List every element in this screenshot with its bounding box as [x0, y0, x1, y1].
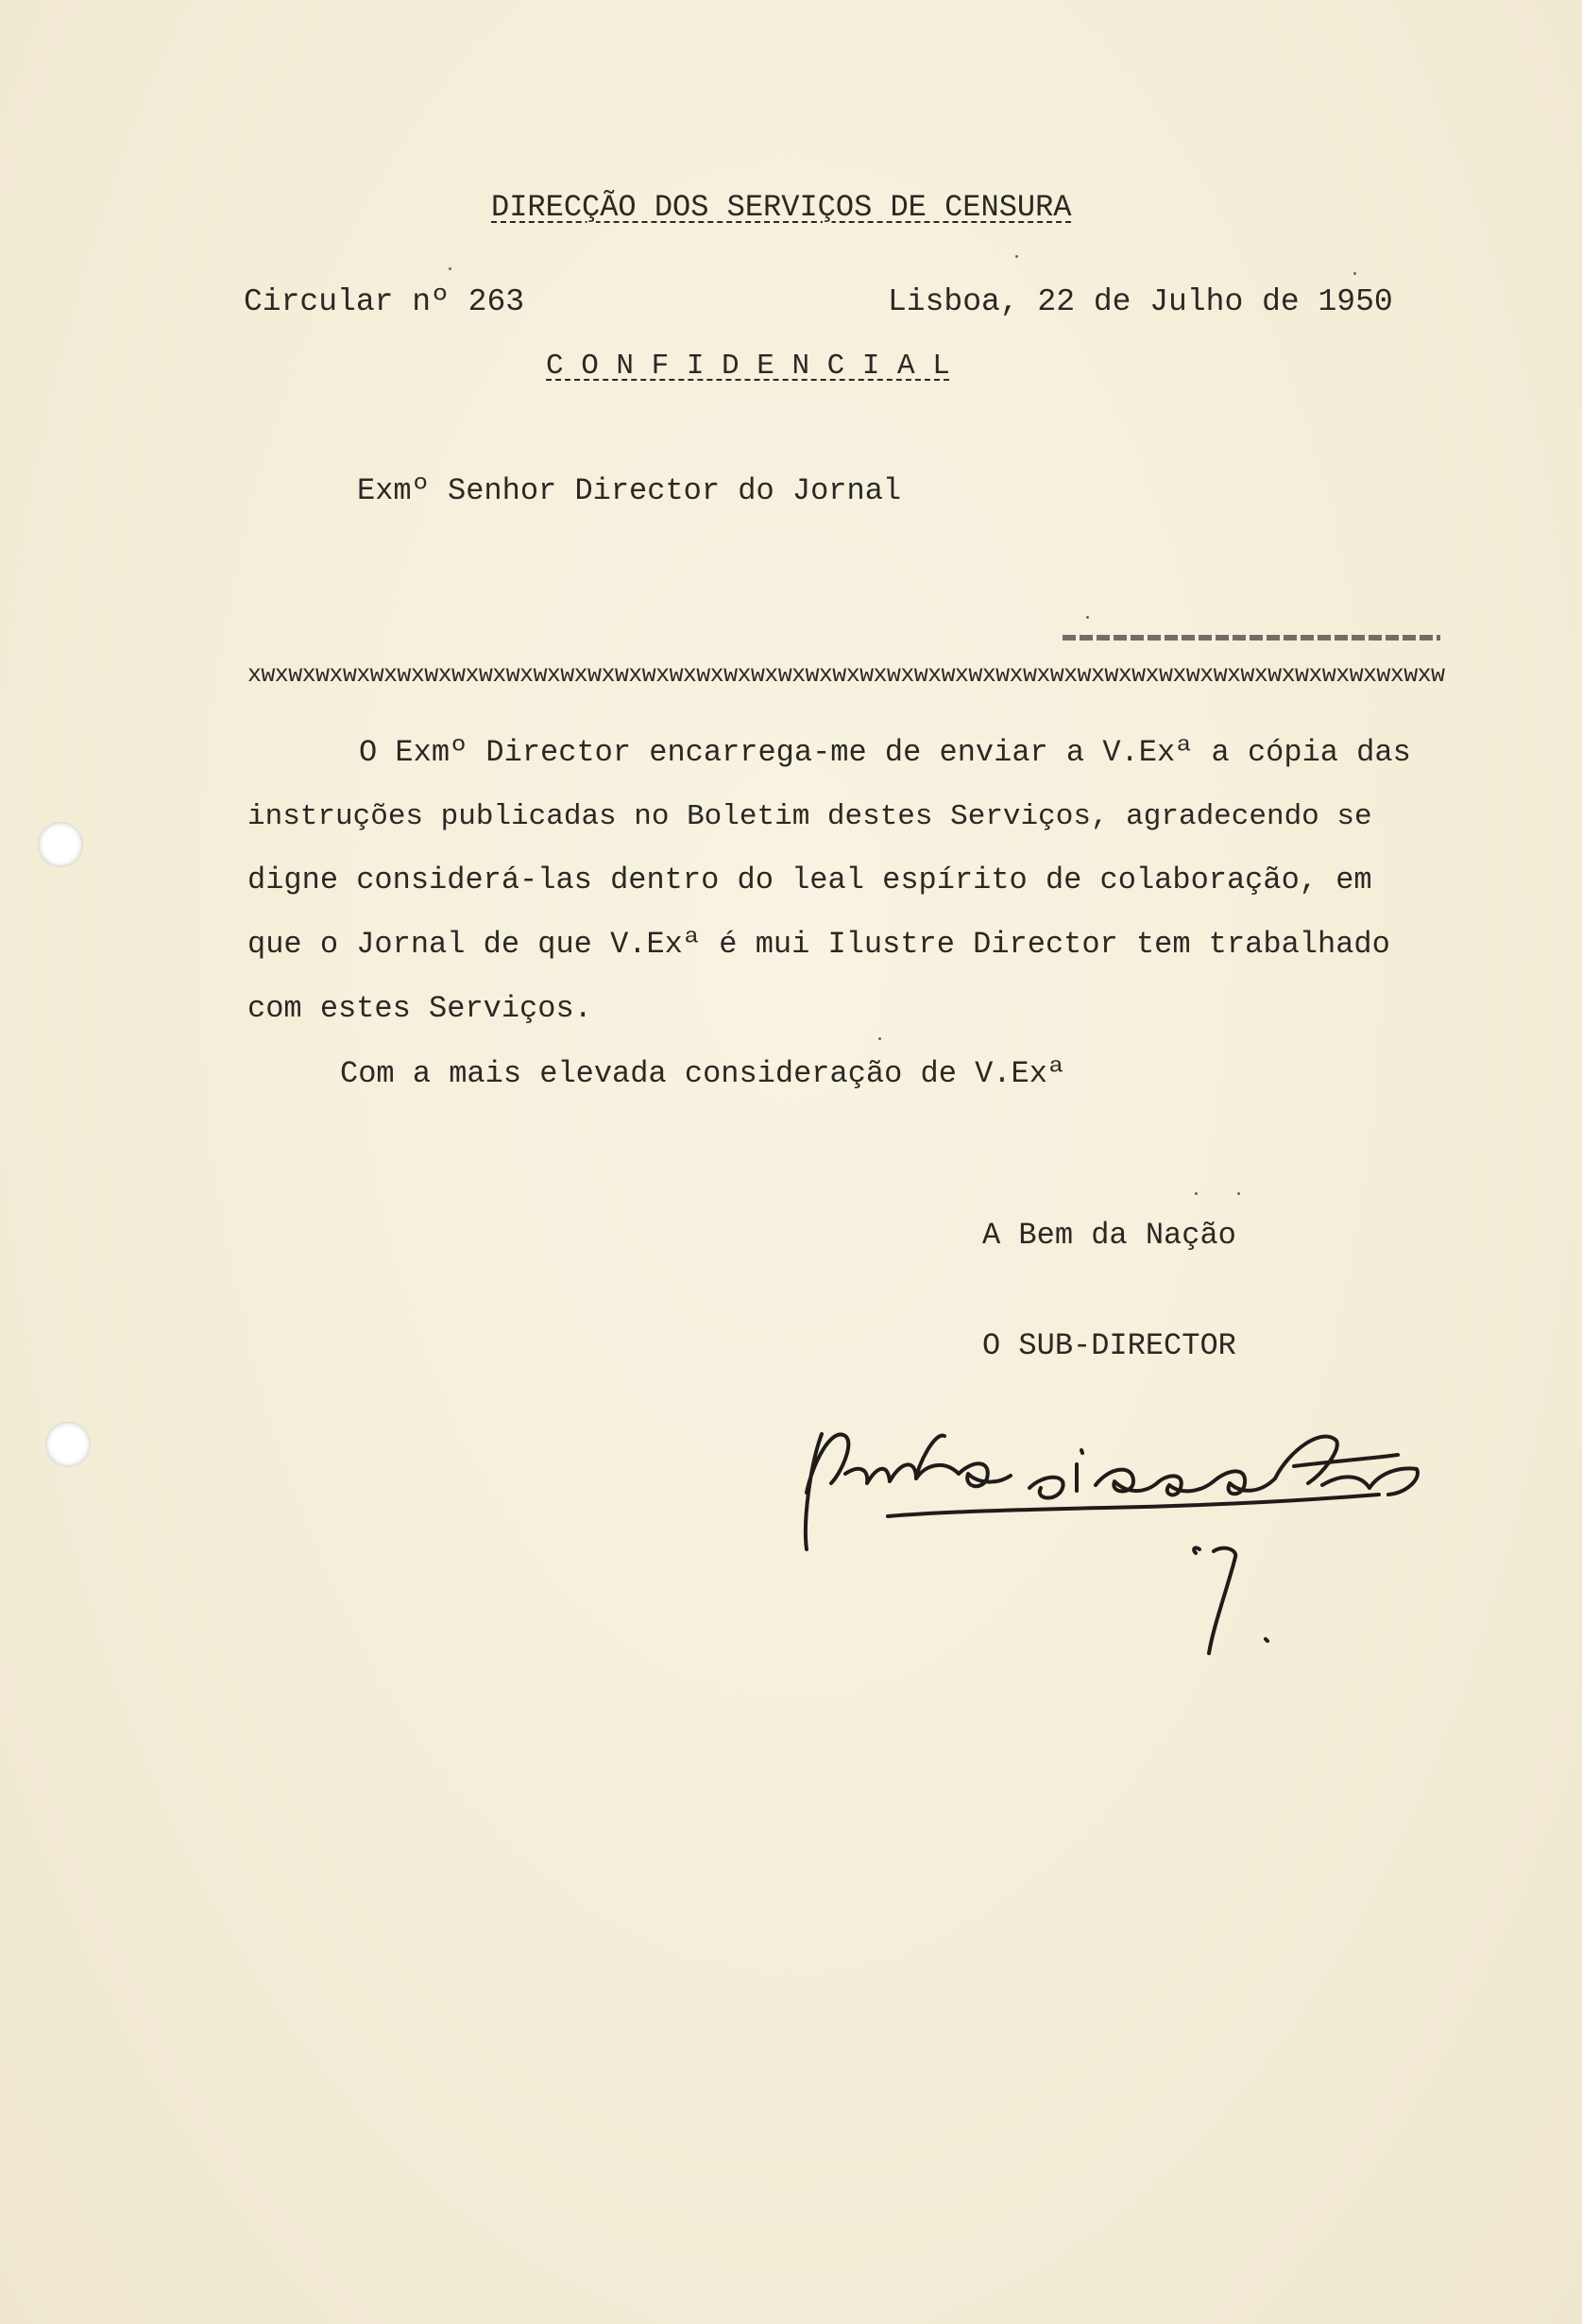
paper-speck — [1086, 616, 1089, 619]
motto: A Bem da Nação — [982, 1218, 1236, 1253]
paper-speck — [1015, 255, 1018, 258]
document-date: Lisboa, 22 de Julho de 1950 — [888, 284, 1393, 319]
signatory-role: O SUB-DIRECTOR — [982, 1328, 1236, 1363]
paper-speck — [878, 1037, 881, 1040]
body-line: digne considerá-las dentro do leal espírito de colaboração, em — [247, 863, 1372, 897]
punch-hole-top — [38, 822, 83, 867]
salutation: Exmº Senhor Director do Jornal — [357, 473, 902, 508]
paper-speck — [1195, 1192, 1198, 1195]
body-line: que o Jornal de que V.Exª é mui Ilustre Director tem trabalhado — [247, 927, 1390, 962]
punch-hole-bottom — [45, 1422, 91, 1467]
classification-label: C O N F I D E N C I A L — [546, 350, 950, 383]
typed-strikeout-bar — [1063, 635, 1440, 641]
paper-speck — [449, 267, 451, 270]
circular-number: Circular nº 263 — [244, 284, 525, 319]
body-line: instruções publicadas no Boletim destes Serviços, agradecendo se — [247, 800, 1372, 833]
paper-speck — [1353, 272, 1356, 275]
paper-speck — [1237, 1192, 1240, 1195]
closing-line: Com a mais elevada consideração de V.Exª — [340, 1056, 1066, 1091]
document-title: DIRECÇÃO DOS SERVIÇOS DE CENSURA — [491, 190, 1072, 225]
handwritten-signature — [793, 1408, 1473, 1672]
separator-line: xwxwxwxwxwxwxwxwxwxwxwxwxwxwxwxwxwxwxwxwxwxwxwxwxwxwxwxwxwxwxwxwxwxwxwxwxwxwxwxwxwxwxwxw — [247, 661, 1445, 689]
body-line: O Exmº Director encarrega-me de enviar a V.Exª a cópia das — [359, 735, 1411, 770]
body-line: com estes Serviços. — [247, 991, 592, 1026]
